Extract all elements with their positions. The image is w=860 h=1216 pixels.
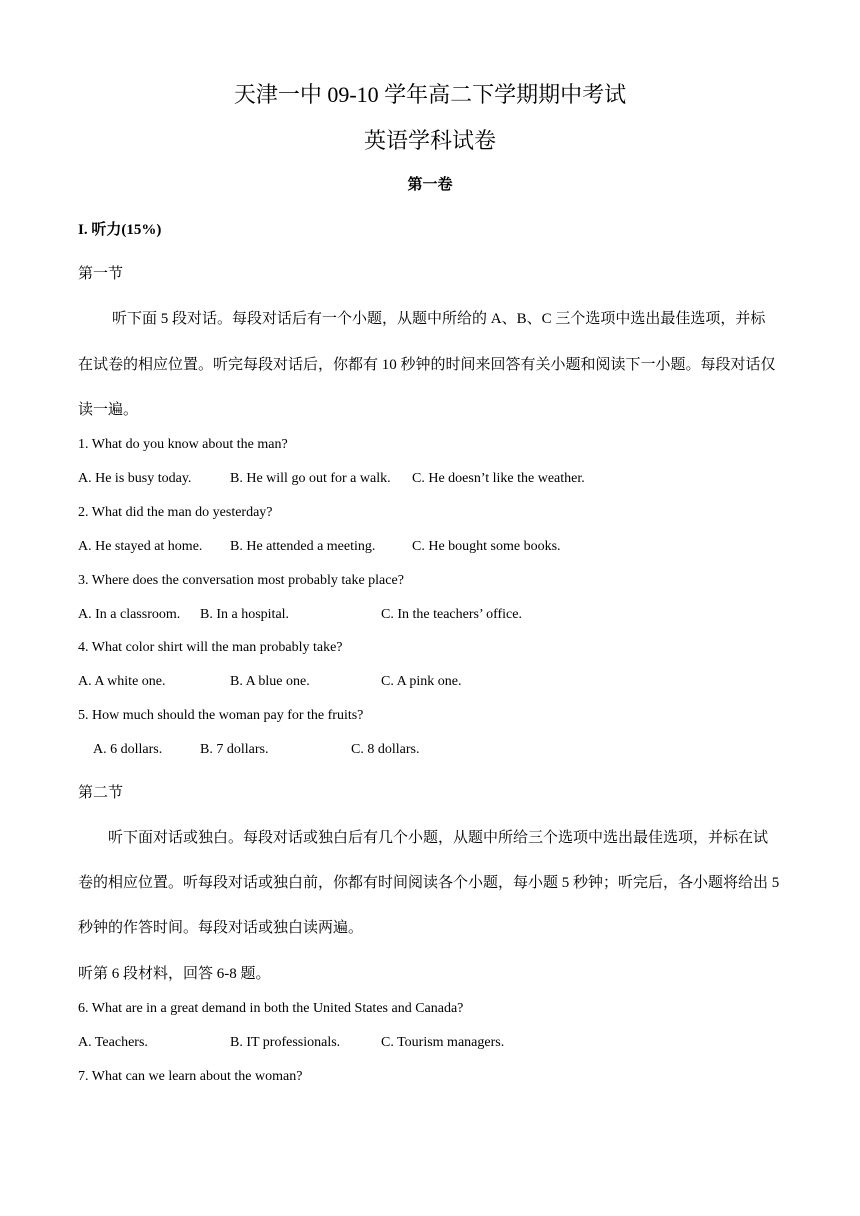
option-a: A. 6 dollars. [93, 742, 163, 757]
option-c: C. He doesn’t like the weather. [412, 471, 585, 486]
option-b: B. A blue one. [230, 674, 310, 689]
question-text: 6. What are in a great demand in both the United States and Canada? [78, 1001, 464, 1016]
question-text: 2. What did the man do yesterday? [78, 505, 273, 520]
option-c: C. A pink one. [381, 674, 462, 689]
option-b: B. 7 dollars. [200, 742, 269, 757]
option-a: A. In a classroom. [78, 607, 181, 622]
part-heading: I. 听力(15%) [78, 222, 162, 238]
option-b: B. IT professionals. [230, 1035, 341, 1050]
section-heading-1: 第一节 [78, 266, 124, 282]
question-text: 1. What do you know about the man? [78, 437, 288, 452]
option-a: A. Teachers. [78, 1035, 148, 1050]
volume-heading: 第一卷 [407, 177, 453, 193]
option-c: C. Tourism managers. [381, 1035, 505, 1050]
exam-title: 天津一中 09-10 学年高二下学期期中考试 [233, 82, 627, 107]
question-text: 3. Where does the conversation most probably take place? [78, 573, 404, 588]
option-b: B. In a hospital. [200, 607, 290, 622]
material-heading: 听第 6 段材料，回答 6-8 题。 [78, 966, 271, 982]
exam-subtitle: 英语学科试卷 [363, 128, 496, 153]
option-a: A. He stayed at home. [78, 539, 203, 554]
instruction-line: 秒钟的作答时间。每段对话或独白读两遍。 [78, 920, 364, 936]
instruction-line: 读一遍。 [78, 402, 139, 418]
instruction-line: 听下面 5 段对话。每段对话后有一个小题，从题中所给的 A、B、C 三个选项中选出最佳选项，并标 [112, 311, 766, 327]
option-a: A. He is busy today. [78, 471, 192, 486]
option-c: C. He bought some books. [412, 539, 561, 554]
question-text: 4. What color shirt will the man probably take? [78, 640, 343, 655]
option-c: C. In the teachers’ office. [381, 607, 522, 622]
instruction-line: 在试卷的相应位置。听完每段对话后，你都有 10 秒钟的时间来回答有关小题和阅读下一小题。每段对话仅 [78, 357, 776, 373]
instruction-line: 卷的相应位置。听每段对话或独白前，你都有时间阅读各个小题，每小题 5 秒钟；听完后，各小题将给出 5 [78, 875, 780, 891]
instruction-line: 听下面对话或独白。每段对话或独白后有几个小题，从题中所给三个选项中选出最佳选项，并标在试 [108, 830, 769, 846]
question-text: 5. How much should the woman pay for the fruits? [78, 708, 364, 723]
option-b: B. He attended a meeting. [230, 539, 376, 554]
option-c: C. 8 dollars. [351, 742, 420, 757]
option-a: A. A white one. [78, 674, 166, 689]
option-b: B. He will go out for a walk. [230, 471, 391, 486]
question-text: 7. What can we learn about the woman? [78, 1069, 303, 1084]
section-heading-2: 第二节 [78, 785, 124, 801]
